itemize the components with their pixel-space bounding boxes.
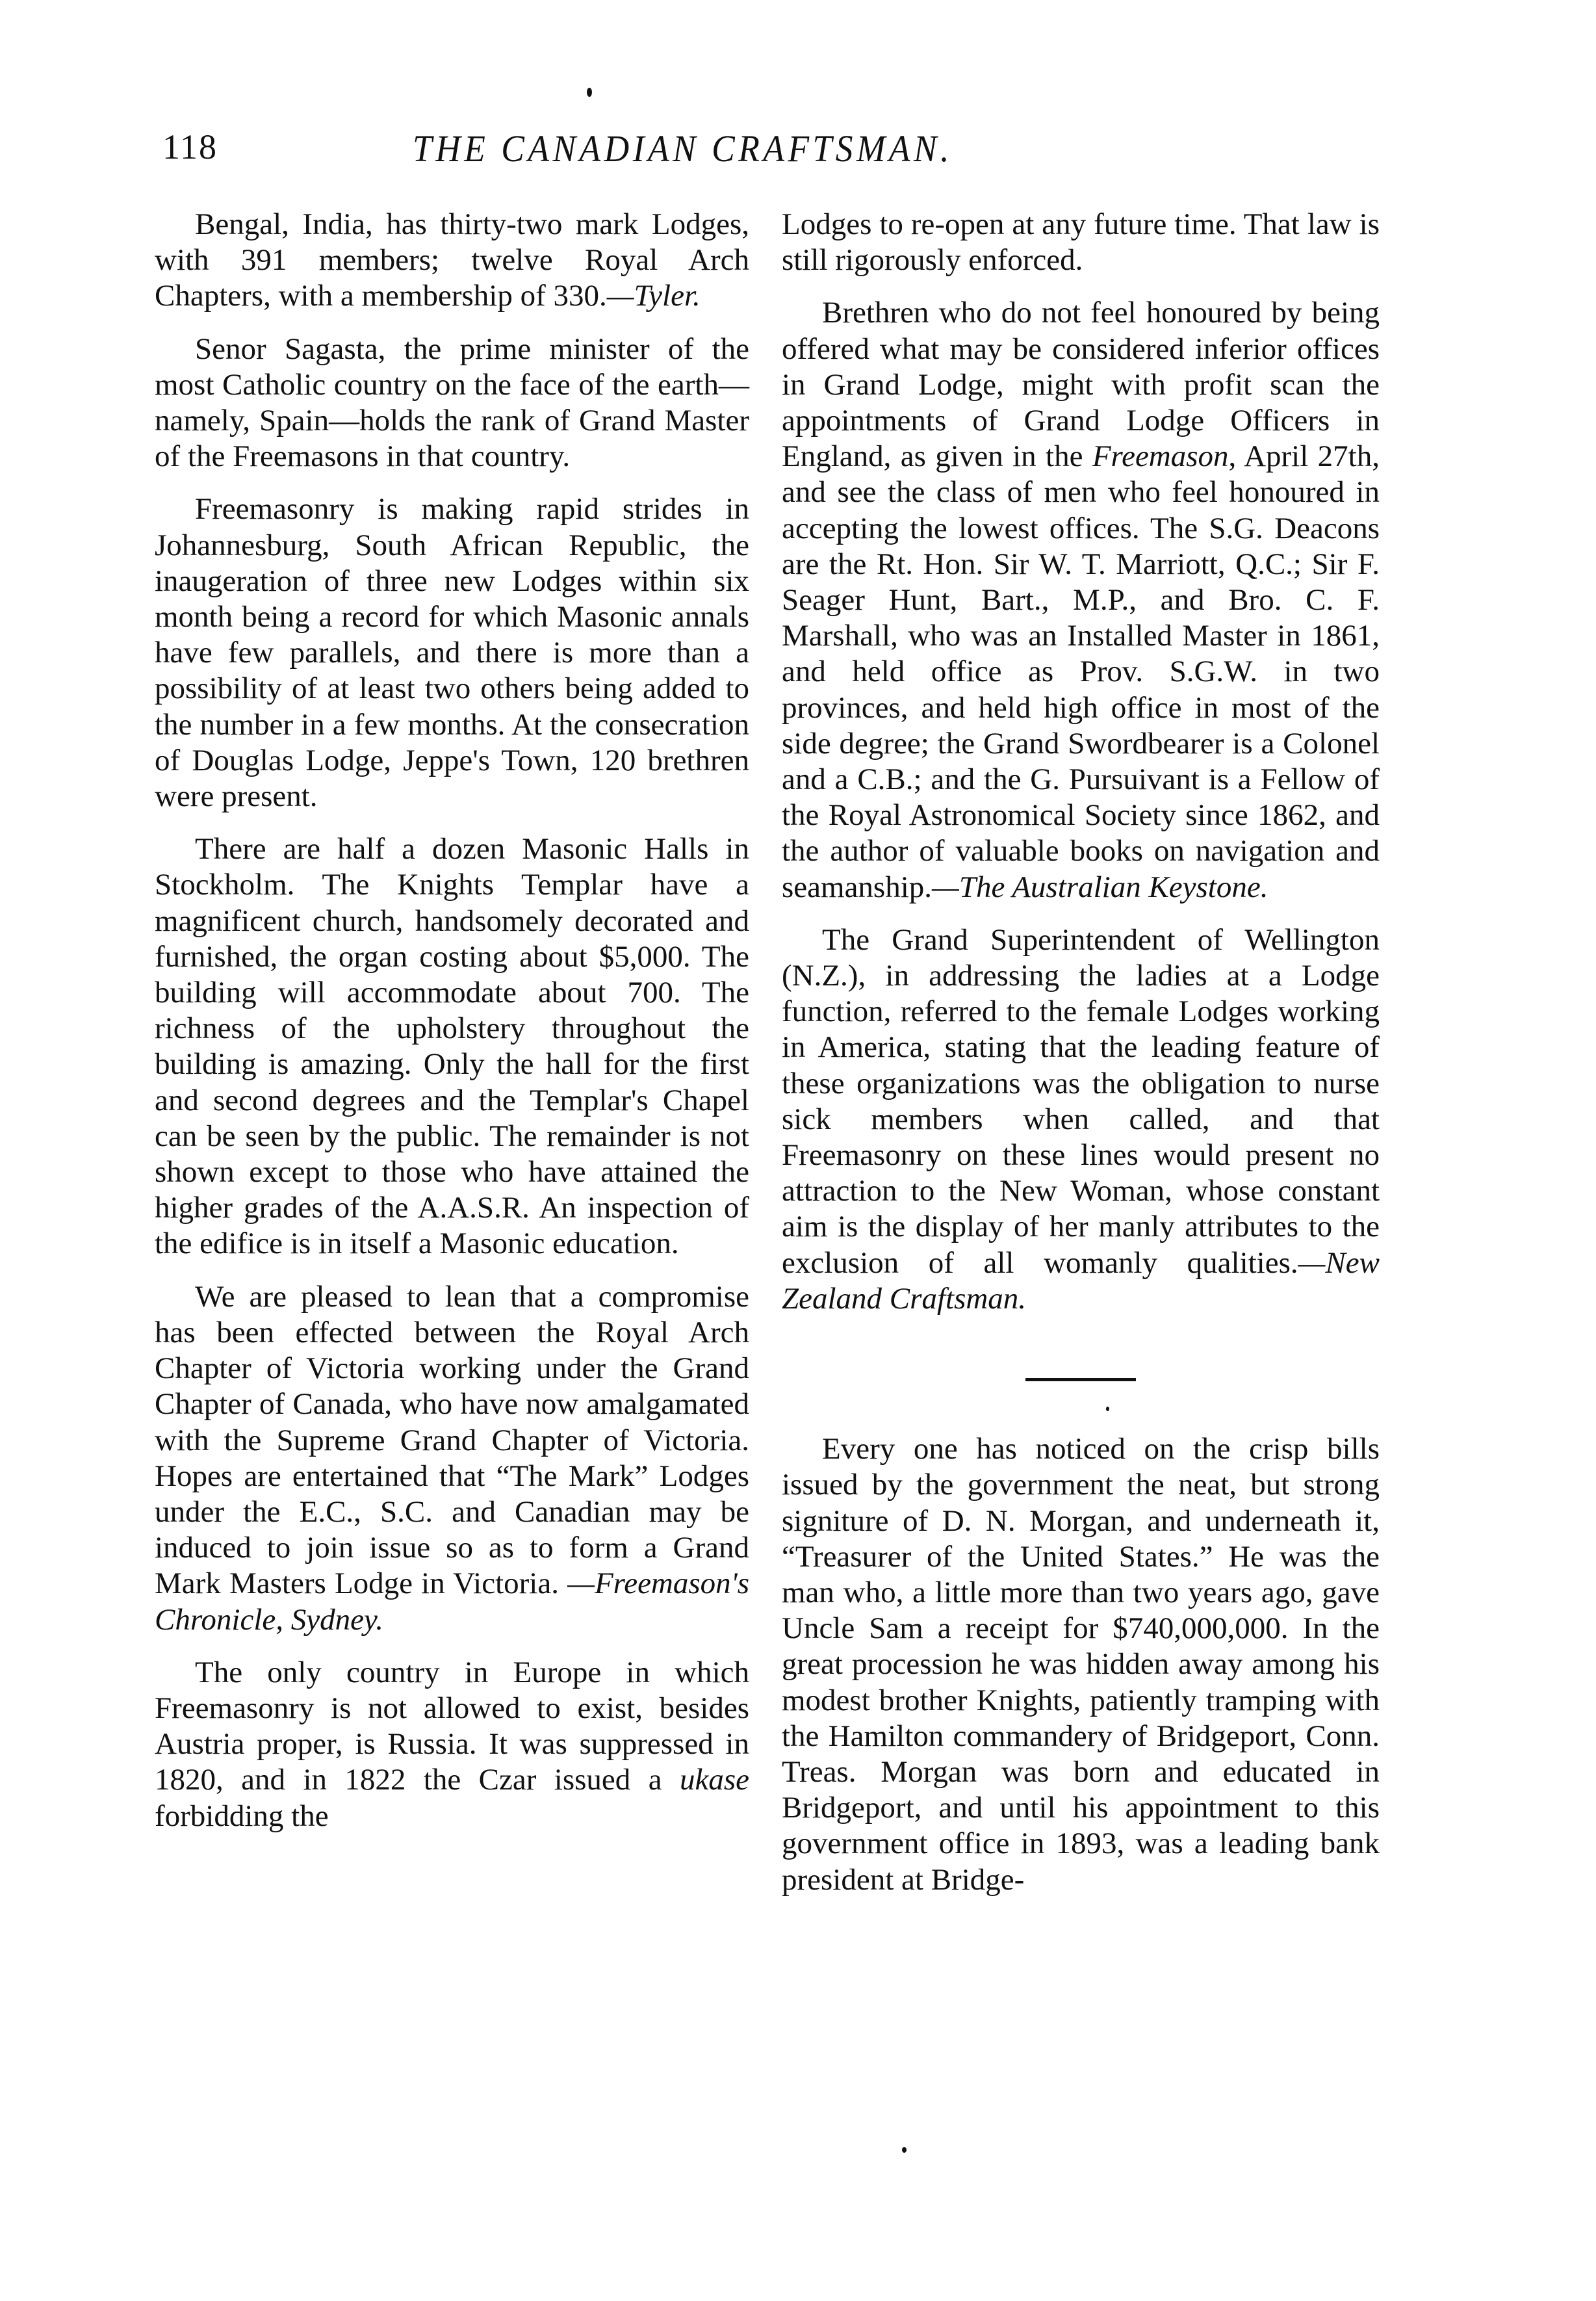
print-speck xyxy=(587,88,592,97)
italic-term: ukase xyxy=(679,1763,749,1797)
page-number: 118 xyxy=(162,127,218,166)
paragraph-text: Lodges to re-open at any future time. That law is still rigorously enforced. xyxy=(782,207,1380,278)
paragraph-russia xyxy=(155,1655,749,1834)
source-attribution: —Tyler. xyxy=(606,279,701,313)
source-attribution: —The Australian Keystone. xyxy=(932,870,1268,904)
paragraph-johannesburg xyxy=(155,491,749,814)
paragraph-text: Freemasonry is making rapid strides in Johannesburg, South African Republic, the inaugeration of three new Lodges within six month being a record for which Masonic annals have few parallels, and there is more than a possibility of at least two others being added to the number in a few months. At the consecration of Douglas Lodge, Jeppe's Town, 120 brethren were present. xyxy=(155,492,749,814)
paragraph-text: We are pleased to lean that a compromise has been effected between the Royal Arch Chapter of Victoria working under the Grand Chapter of Canada, who have now amalgamated with the Supreme Grand Chapter of Victoria. Hopes are entertained that “The Mark” Lodges under the E.C., S.C. and Canadian may be induced to join issue so as to form a Grand Mark Masters Lodge in Victoria. xyxy=(155,1279,749,1601)
paragraph-text: There are half a dozen Masonic Halls in Stockholm. The Knights Templar have a magnificent church, handsomely decorated and furnished, the organ costing about $5,000. The building will accommodate about 700. The richness of the upholstery throughout the building is amazing. Only the hall for the first and second degrees and the Templar's Chapel can be seen by the public. The remainder is not shown except to those who have attained the higher grades of the A.A.S.R. An inspection of the edifice is in itself a Masonic education. xyxy=(155,832,749,1261)
section-divider xyxy=(782,1334,1380,1431)
paragraph-wellington xyxy=(782,922,1380,1317)
italic-term: Freemason xyxy=(1092,439,1229,474)
running-title: THE CANADIAN CRAFTSMAN. xyxy=(413,127,953,170)
paragraph-text: Every one has noticed on the crisp bills issued by the government the neat, but strong signiture of D. N. Morgan, and underneath it, “Treasurer of the United States.” He was the man who, a little more than two years ago, gave Uncle Sam a receipt for $740,000,000. In the great procession he was hidden away among his modest brother Knights, patiently tramping with the Hamilton commandery of Bridgeport, Conn. Treas. Morgan was born and educated in Bridgeport, and until his appointment to this government office in 1893, was a leading bank president at Bridge- xyxy=(782,1432,1380,1897)
paragraph-bengal xyxy=(155,207,749,315)
paragraph-text: forbidding the xyxy=(155,1799,329,1833)
source-attribution: —New Zealand Craftsman. xyxy=(782,1245,1380,1316)
paragraph-text: Senor Sagasta, the prime minister of the most Catholic country on the face of the earth—namely, Spain—holds the rank of Grand Master of the Freemasons in that country. xyxy=(155,332,749,474)
paragraph-text: Brethren who do not feel honoured by being offered what may be considered inferior offices in Grand Lodge, might with profit scan the appointments of Grand Lodge Officers in England, as given in the xyxy=(782,296,1380,474)
paragraph-text: Bengal, India, has thirty-two mark Lodges, with 391 members; twelve Royal Arch Chapters, with a membership of 330. xyxy=(155,207,749,313)
print-speck xyxy=(1106,1407,1109,1411)
page-header xyxy=(162,127,1332,185)
paragraph-morgan xyxy=(782,1431,1380,1898)
paragraph-text: , April 27th, and see the class of men who feel honoured in accepting the lowest offices. The S.G. Deacons are the Rt. Hon. Sir W. T. Marriott, Q.C.; Sir F. Seager Hunt, Bart., M.P., and Bro. C. F. Marshall, who was an Installed Master in 1861, and held office as Prov. S.G.W. in two provinces, and held high office in most of the side degree; the Grand Swordbearer is a Colonel and a C.B.; and the G. Pursuivant is a Fellow of the Royal Astronomical Society since 1862, and the author of valuable books on navigation and seamanship. xyxy=(782,439,1380,904)
divider-rule xyxy=(1025,1378,1136,1381)
paragraph-text: The only country in Europe in which Freemasonry is not allowed to exist, besides Austria proper, is Russia. It was suppressed in 1820, and in 1822 the Czar issued a xyxy=(155,1655,749,1797)
paragraph-sagasta xyxy=(155,332,749,475)
paragraph-grand-lodge-officers xyxy=(782,295,1380,905)
paragraph-russia-continued xyxy=(782,207,1380,278)
source-attribution: —Freemason's Chronicle, Sydney. xyxy=(155,1566,749,1637)
paragraph-stockholm xyxy=(155,831,749,1262)
left-column xyxy=(155,207,749,1851)
paragraph-victoria xyxy=(155,1279,749,1638)
paragraph-text: The Grand Superintendent of Wellington (N.Z.), in addressing the ladies at a Lodge function, referred to the female Lodges working in America, stating that the leading feature of these organizations was the obligation to nurse sick members when called, and that Freemasonry on these lines would present no attraction to the New Woman, whose constant aim is the display of her manly attributes to the exclusion of all womanly qualities. xyxy=(782,922,1380,1280)
right-column xyxy=(782,207,1380,1915)
print-speck xyxy=(902,2147,907,2153)
